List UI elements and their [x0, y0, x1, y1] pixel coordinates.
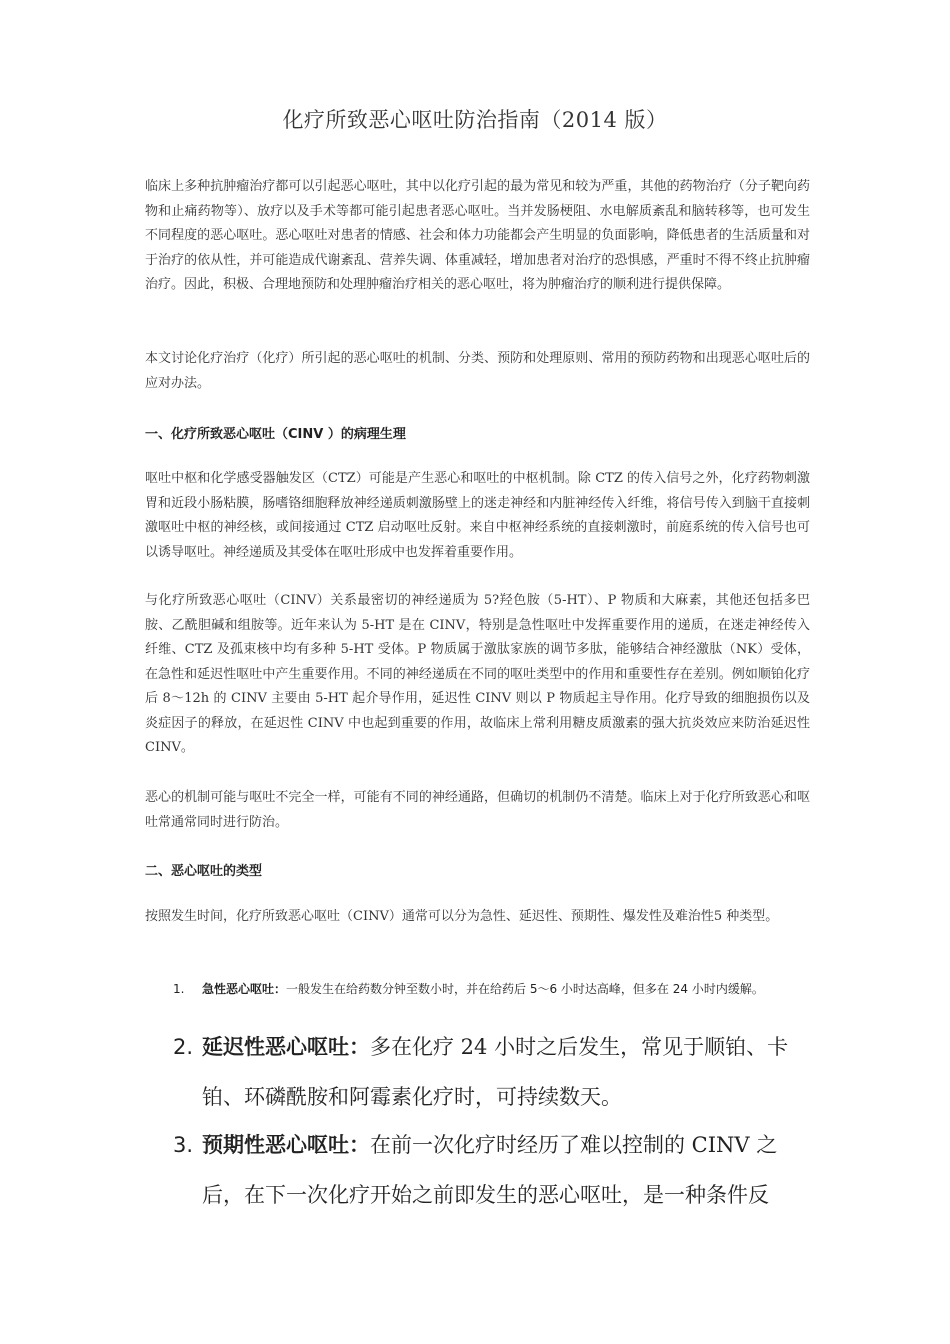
list-item-text: 一般发生在给药数分钟至数小时，并在给药后 5～6 小时达高峰，但多在 24 小时内缓解。: [286, 982, 764, 996]
list-item-label: 延迟性恶心呕吐：: [202, 1035, 370, 1059]
intro-paragraph-2: 本文讨论化疗治疗（化疗）所引起的恶心呕吐的机制、分类、预防和处理原则、常用的预防药物和出现恶心呕吐后的应对办法。: [145, 351, 810, 391]
list-item-label: 急性恶心呕吐：: [202, 982, 287, 996]
list-item-body: [202, 1022, 812, 1122]
list-item-number: 2.: [173, 1035, 194, 1059]
intro-paragraph-1: 临床上多种抗肿瘤治疗都可以引起恶心呕吐，其中以化疗引起的最为常见和较为严重，其他的药物治疗（分子靶向药物和止痛药物等）、放疗以及手术等都可能引起患者恶心呕吐。当并发肠梗阻、水电解质紊乱和脑转移等，也可发生不同程度的恶心呕吐。恶心呕吐对患者的情感、社会和体力功能都会产生明显的负面影响，降低患者的生活质量和对于治疗的依从性，并可能造成代谢紊乱、营养失调、体重减轻，增加患者对治疗的恐惧感，严重时不得不终止抗肿瘤治疗。因此，积极、合理地预防和处理肿瘤治疗相关的恶心呕吐，将为肿瘤治疗的顺利进行提供保障。: [145, 179, 810, 292]
section1-heading: 一、化疗所致恶心呕吐（CINV ）的病理生理: [145, 427, 406, 442]
list-item: [145, 1120, 810, 1220]
list-item: [145, 977, 810, 1027]
section2-intro: 按照发生时间，化疗所致恶心呕吐（CINV）通常可以分为急性、延迟性、预期性、爆发性及难治性5 种类型。: [145, 909, 779, 924]
list-item: [145, 1022, 810, 1122]
document-title: 化疗所致恶心呕吐防治指南（2014 版）: [282, 108, 668, 132]
list-item-label: 预期性恶心呕吐：: [202, 1133, 370, 1157]
section1-paragraph-2: 与化疗所致恶心呕吐（CINV）关系最密切的神经递质为 5?羟色胺（5-HT）、P 物质和大麻素，其他还包括多巴胺、乙酰胆碱和组胺等。近年来认为 5-HT 是在 CINV，特别是急性呕吐中发挥重要作用的递质，在迷走神经传入纤维、CTZ 及孤束核中均有多种 5-HT 受体。P 物质属于激肽家族的调节多肽，能够结合神经激肽（NK）受体，在急性和延迟性呕吐中产生重要作用。不同的神经递质在不同的呕吐类型中的作用和重要性存在差别。例如顺铂化疗后 8～12h 的 CINV 主要由 5-HT 起介导作用，延迟性 CINV 则以 P 物质起主导作用。化疗导致的细胞损伤以及炎症因子的释放，在延迟性 CINV 中也起到重要的作用，故临床上常利用糖皮质激素的强大抗炎效应来防治延迟性 CINV。: [145, 593, 810, 755]
list-item-body: [202, 1120, 812, 1220]
section1-paragraph-3: 恶心的机制可能与呕吐不完全一样，可能有不同的神经通路，但确切的机制仍不清楚。临床上对于化疗所致恶心和呕吐常通常同时进行防治。: [145, 790, 810, 830]
section2-heading: 二、恶心呕吐的类型: [145, 864, 263, 879]
list-item-number: 1.: [173, 982, 185, 996]
list-item-text: 多在化疗 24 小时之后发生，常见于顺铂、卡铂、环磷酰胺和阿霉素化疗时，可持续数天。: [202, 1035, 789, 1109]
list-item-text: 在前一次化疗时经历了难以控制的 CINV 之后，在下一次化疗开始之前即发生的恶心呕吐，是一种条件反: [202, 1133, 778, 1207]
section1-paragraph-1: 呕吐中枢和化学感受器触发区（CTZ）可能是产生恶心和呕吐的中枢机制。除 CTZ 的传入信号之外，化疗药物刺激胃和近段小肠粘膜，肠嗜铬细胞释放神经递质刺激肠壁上的迷走神经和内脏神经传入纤维，将信号传入到脑干直接刺激呕吐中枢的神经核，或间接通过 CTZ 启动呕吐反射。来自中枢神经系统的直接刺激时，前庭系统的传入信号也可以诱导呕吐。神经递质及其受体在呕吐形成中也发挥着重要作用。: [145, 471, 810, 560]
list-item-number: 3.: [173, 1133, 194, 1157]
list-item-body: [202, 977, 810, 1001]
